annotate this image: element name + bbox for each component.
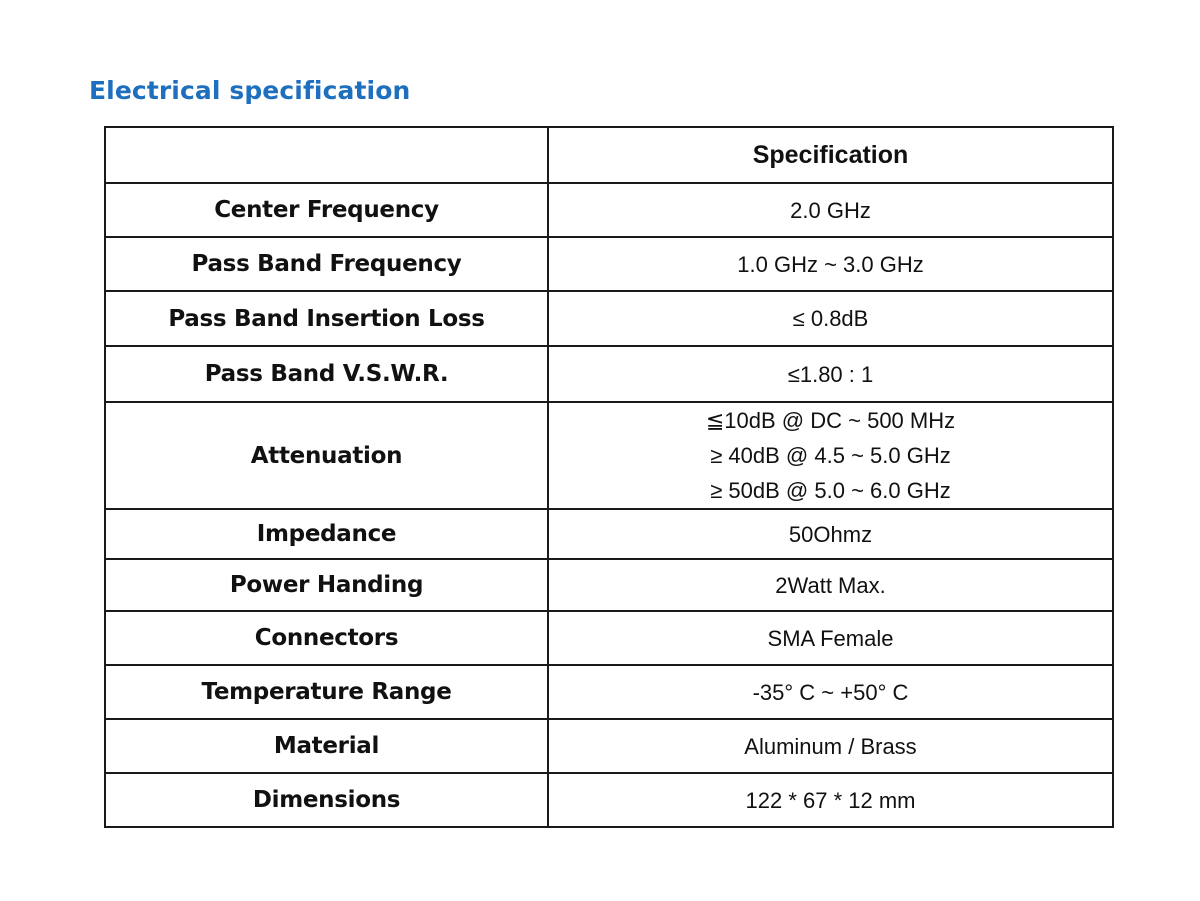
table-row xyxy=(105,773,1113,827)
spec-table xyxy=(104,126,1114,828)
value-cell xyxy=(548,559,1113,611)
value-line: SMA Female xyxy=(767,625,894,651)
value-cell xyxy=(548,719,1113,773)
table-header-row xyxy=(105,127,1113,183)
parameter-cell: Material xyxy=(105,719,548,773)
table-row xyxy=(105,237,1113,291)
header-parameter-cell xyxy=(105,127,548,183)
parameter-cell: Pass Band V.S.W.R. xyxy=(105,346,548,402)
parameter-cell: Attenuation xyxy=(105,402,548,509)
value-cell xyxy=(548,611,1113,665)
value-line: ≦10dB @ DC ~ 500 MHz xyxy=(705,408,956,433)
table-row xyxy=(105,291,1113,346)
table-row xyxy=(105,183,1113,237)
table-row xyxy=(105,402,1113,509)
table-row xyxy=(105,611,1113,665)
parameter-cell: Pass Band Frequency xyxy=(105,237,548,291)
parameter-cell: Connectors xyxy=(105,611,548,665)
parameter-cell: Pass Band Insertion Loss xyxy=(105,291,548,346)
value-line: ≥ 40dB @ 4.5 ~ 5.0 GHz xyxy=(710,443,951,468)
value-cell xyxy=(548,773,1113,827)
parameter-cell: Center Frequency xyxy=(105,183,548,237)
parameter-cell: Impedance xyxy=(105,509,548,559)
value-cell xyxy=(548,509,1113,559)
value-line: ≤1.80 : 1 xyxy=(787,361,874,387)
table-row xyxy=(105,509,1113,559)
value-line: 122 * 67 * 12 mm xyxy=(745,787,916,813)
table-row xyxy=(105,346,1113,402)
value-cell xyxy=(548,237,1113,291)
value-line: ≤ 0.8dB xyxy=(792,306,869,331)
table-row xyxy=(105,719,1113,773)
value-line: 2.0 GHz xyxy=(790,197,871,223)
value-cell xyxy=(548,183,1113,237)
parameter-cell: Power Handing xyxy=(105,559,548,611)
page-title: Electrical specification xyxy=(89,76,411,105)
value-cell xyxy=(548,402,1113,509)
value-line: 2Watt Max. xyxy=(775,572,886,598)
parameter-cell: Dimensions xyxy=(105,773,548,827)
parameter-cell: Temperature Range xyxy=(105,665,548,719)
header-specification-cell: Specification xyxy=(548,127,1113,183)
value-cell xyxy=(548,291,1113,346)
value-line: ≥ 50dB @ 5.0 ~ 6.0 GHz xyxy=(710,478,951,503)
value-line: -35° C ~ +50° C xyxy=(752,679,909,705)
value-line: 50Ohmz xyxy=(788,521,873,547)
table-row xyxy=(105,559,1113,611)
value-cell xyxy=(548,665,1113,719)
value-cell xyxy=(548,346,1113,402)
table-row xyxy=(105,665,1113,719)
value-line: Aluminum / Brass xyxy=(744,733,917,759)
value-line: 1.0 GHz ~ 3.0 GHz xyxy=(737,251,924,277)
